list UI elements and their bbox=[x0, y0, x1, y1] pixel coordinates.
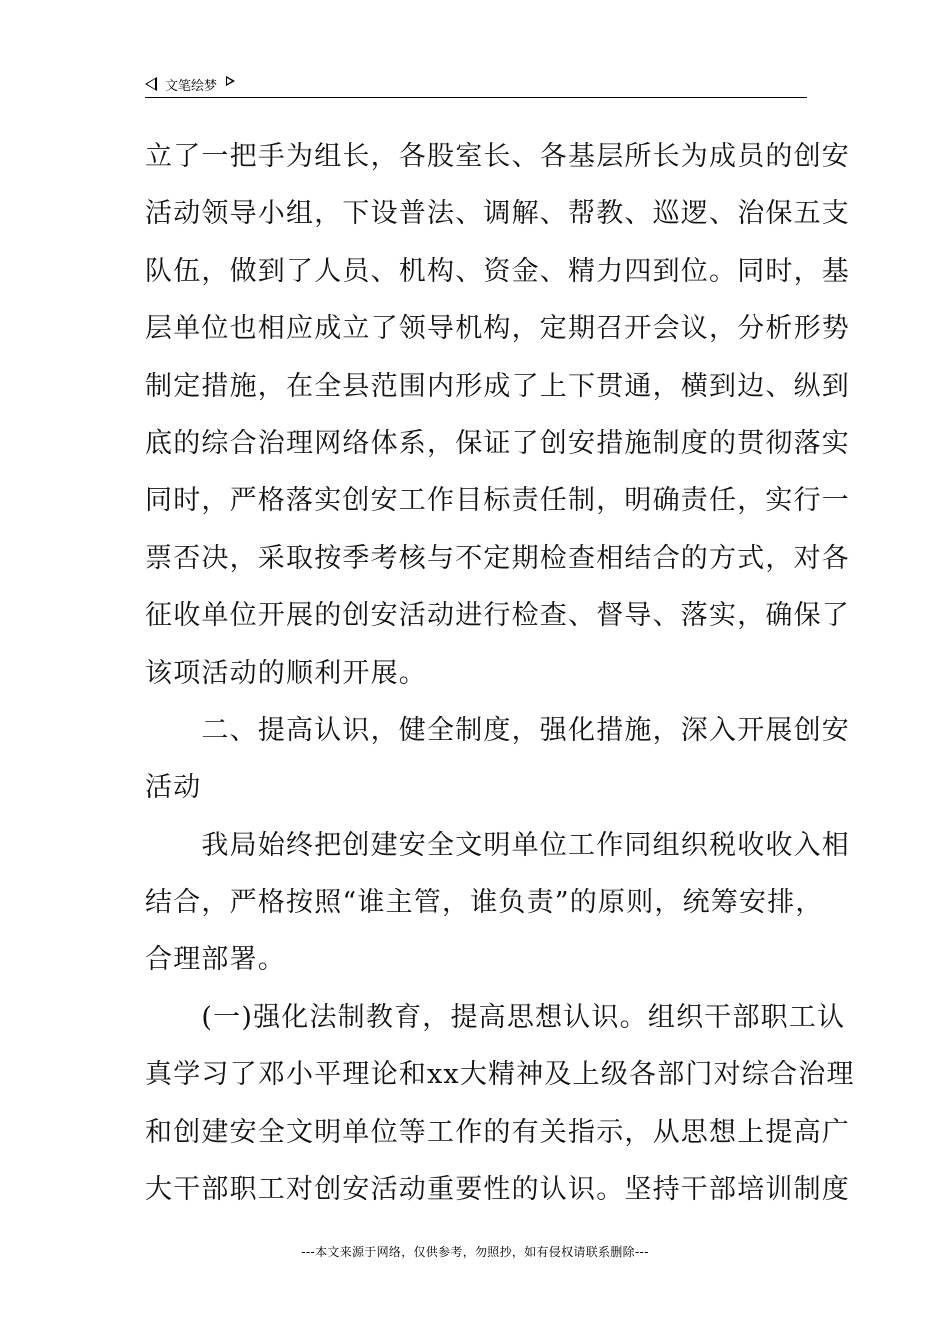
text-line: 大干部职工对创安活动重要性的认识。坚持干部培训制度 bbox=[145, 1174, 850, 1206]
text-line: 真学习了邓小平理论和xx大精神及上级各部门对综合治理 bbox=[145, 1059, 855, 1091]
text-line: 队伍，做到了人员、机构、资金、精力四到位。同时，基 bbox=[145, 255, 850, 287]
text-line: 该项活动的顺利开展。 bbox=[145, 657, 427, 689]
text-line: 立了一把手为组长，各股室长、各基层所长为成员的创安 bbox=[145, 141, 850, 172]
text-line: 制定措施，在全县范围内形成了上下贯通，横到边、纵到 bbox=[145, 370, 850, 402]
text-line: 和创建安全文明单位等工作的有关指示，从思想上提高广 bbox=[145, 1116, 850, 1148]
page-footer: ---本文来源于网络，仅供参考，勿照抄，如有侵权请联系删除--- bbox=[301, 1245, 649, 1259]
text-line: 底的综合治理网络体系，保证了创安措施制度的贯彻落实 bbox=[145, 427, 850, 459]
section-heading-line: 活动 bbox=[145, 772, 202, 804]
text-line: 同时，严格落实创安工作目标责任制，明确责任，实行一 bbox=[145, 485, 850, 517]
page-header bbox=[145, 74, 807, 98]
text-line: 合理部署。 bbox=[145, 944, 286, 976]
text-line: 结合，严格按照“谁主管，谁负责”的原则，统筹安排， bbox=[145, 887, 824, 919]
text-line: 征收单位开展的创安活动进行检查、督导、落实，确保了 bbox=[145, 600, 850, 632]
header-bar bbox=[145, 74, 235, 94]
text-line: 层单位也相应成立了领导机构，定期召开会议，分析形势 bbox=[145, 313, 850, 345]
text-line: (一)强化法制教育，提高思想认识。组织干部职工认 bbox=[145, 1001, 846, 1033]
triangle-right-icon bbox=[226, 76, 235, 86]
section-heading-line: 二、提高认识，健全制度，强化措施，深入开展创安 bbox=[145, 714, 850, 746]
document-body bbox=[145, 128, 855, 1218]
text-line: 票否决，采取按季考核与不定期检查相结合的方式，对各 bbox=[145, 542, 850, 574]
triangle-left-icon bbox=[145, 77, 157, 91]
text-line: 我局始终把创建安全文明单位工作同组织税收收入相 bbox=[145, 829, 850, 861]
text-line: 活动领导小组，下设普法、调解、帮教、巡逻、治保五支 bbox=[145, 198, 850, 230]
header-title: 文笔绘梦 bbox=[165, 78, 218, 94]
